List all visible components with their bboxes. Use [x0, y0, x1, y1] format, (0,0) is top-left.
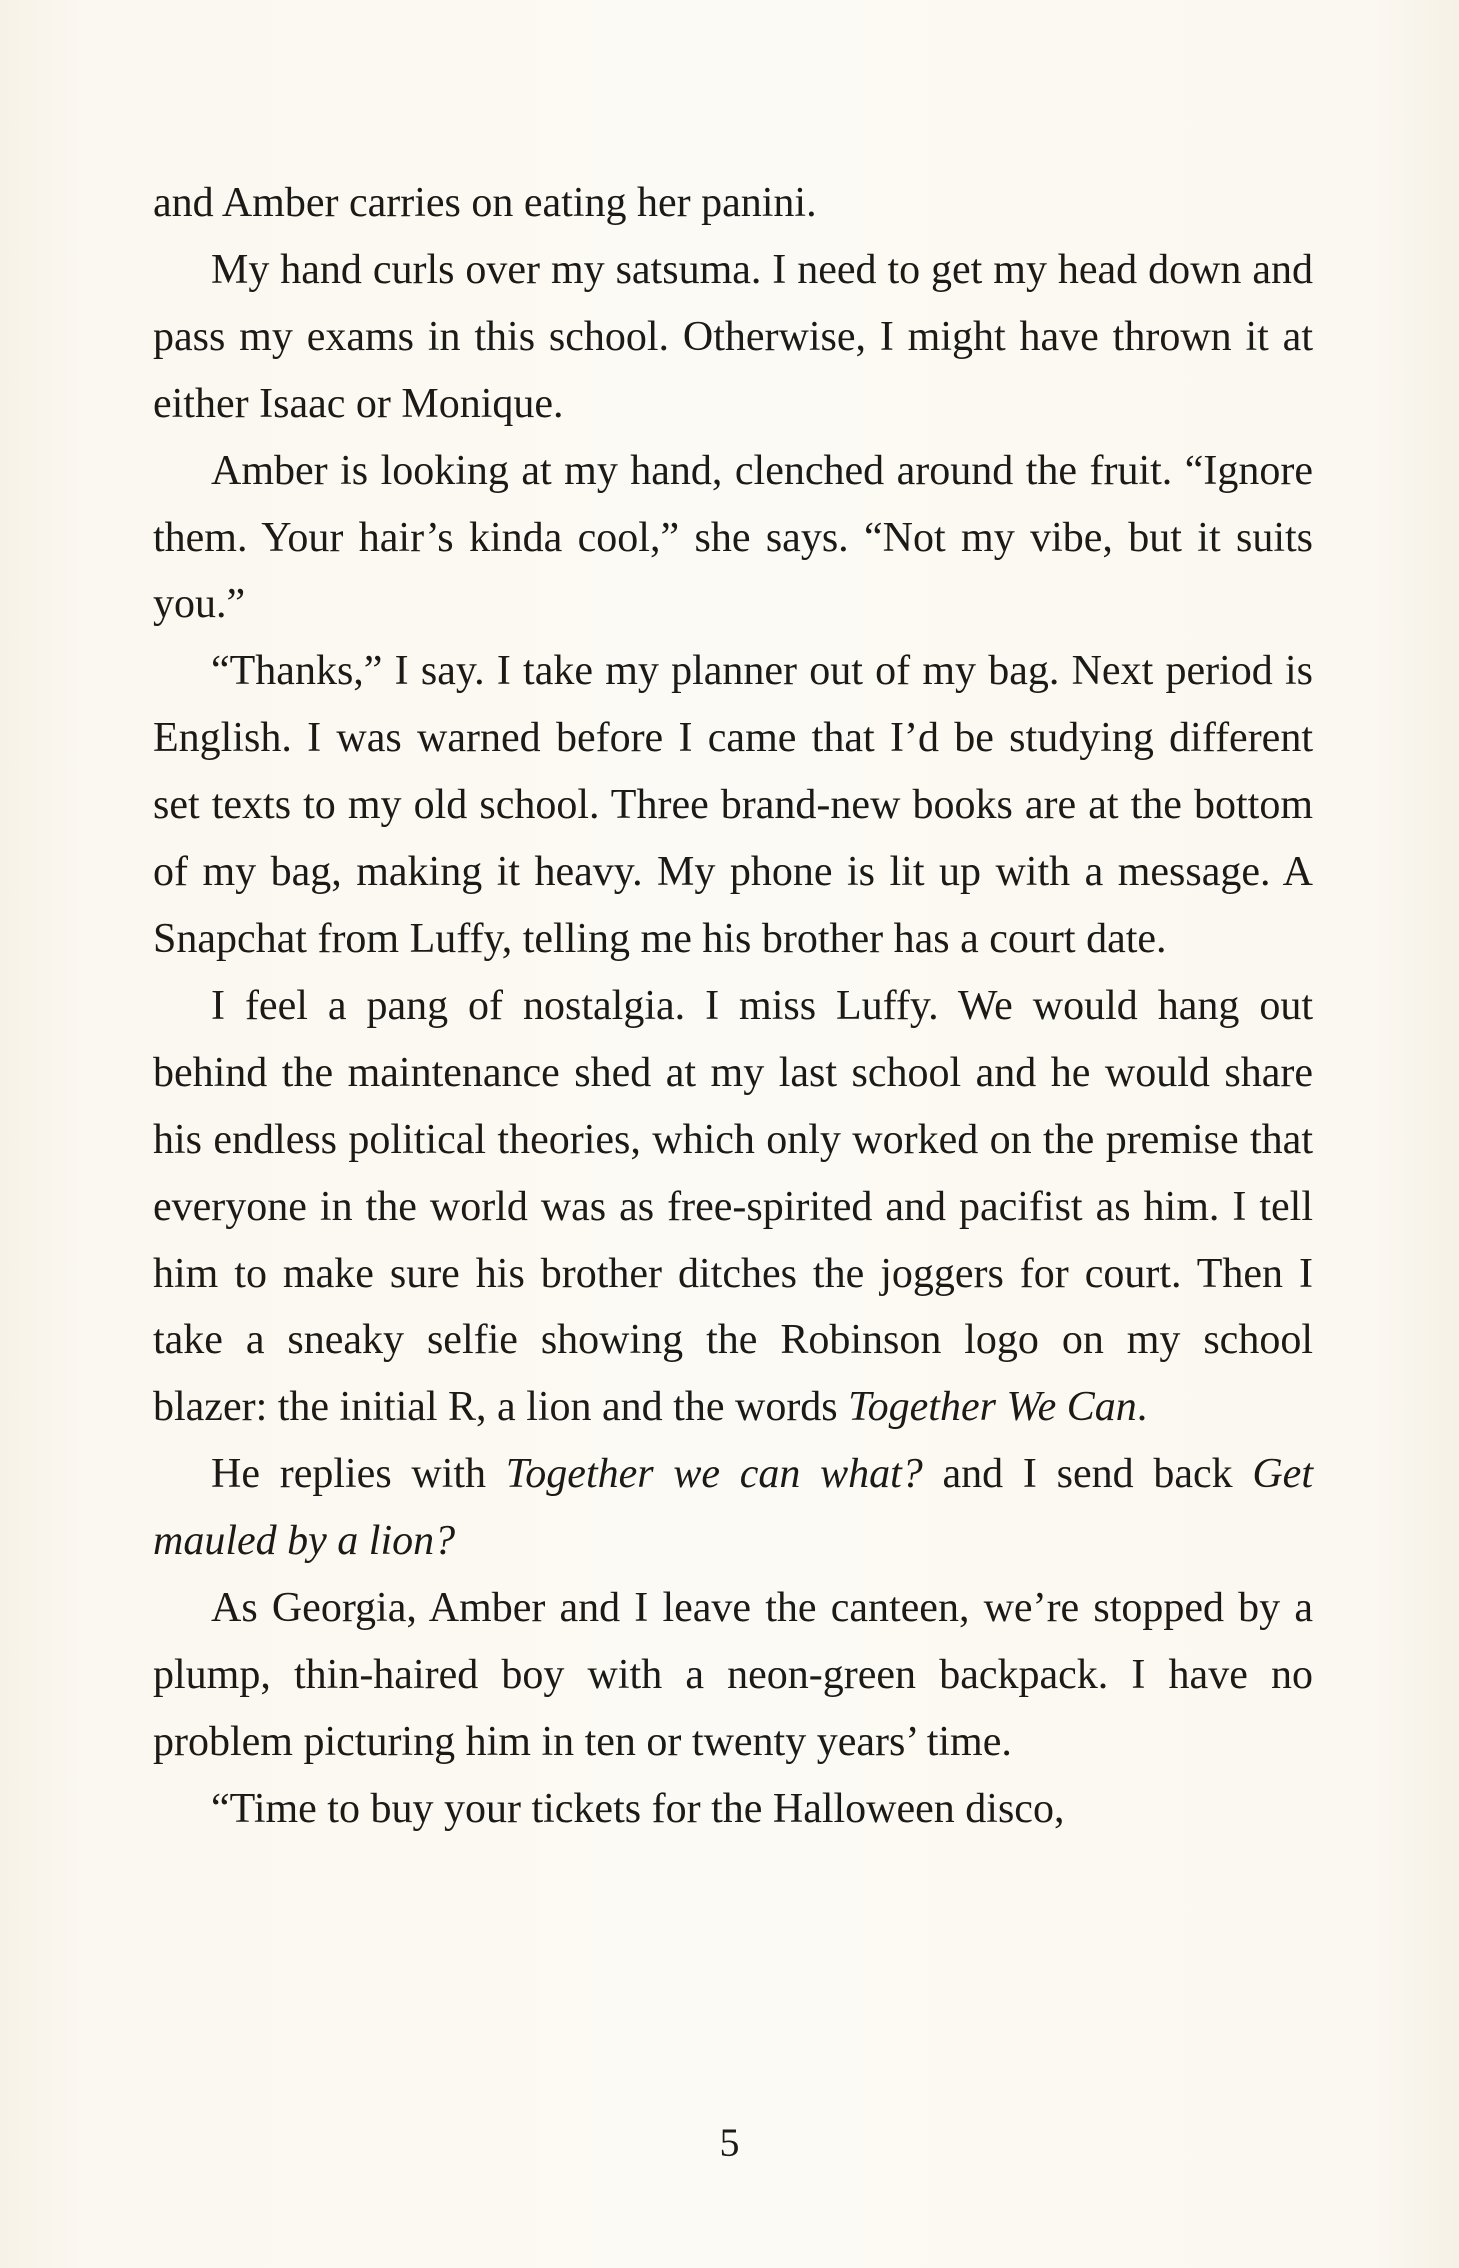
paragraph-4: “Thanks,” I say. I take my planner out of my bag. Next period is English. I was warned before I came that I’d be studying different set texts to my old school. Three brand-new books are at the bottom of my bag, making it heavy. My phone is lit up with a message. A Snapchat from Luffy, telling me his brother has a court date. [153, 648, 1313, 962]
paragraph-5-tail: . [1136, 1384, 1148, 1431]
page-number: 5 [719, 2120, 740, 2165]
paragraph-5-italic: Together We Can [848, 1384, 1137, 1431]
paragraph-8: “Time to buy your tickets for the Halloween disco, [211, 1785, 1065, 1832]
paragraph-5 [153, 973, 1313, 1441]
paragraph-2: My hand curls over my satsuma. I need to get my head down and pass my exams in this school. Otherwise, I might have thrown it at either Isaac or Monique. [153, 246, 1313, 427]
paragraph-7: As Georgia, Amber and I leave the canteen, we’re stopped by a plump, thin-haired boy with a neon-green backpack. I have no problem picturing him in ten or twenty years’ time. [153, 1585, 1313, 1765]
paragraph-6-mid: and I send back [922, 1451, 1253, 1498]
paragraph-1: and Amber carries on eating her panini. [153, 180, 817, 226]
paragraph-3: Amber is looking at my hand, clenched around the fruit. “Ignore them. Your hair’s kinda cool,” she says. “Not my vibe, but it suits you.” [153, 447, 1313, 628]
paragraph-6-italic-1: Together we can what? [505, 1451, 923, 1498]
paragraph-5-text: I feel a pang of nostalgia. I miss Luffy. We would hang out behind the maintenance shed at my last school and he would share his endless political theories, which only worked on the premise that everyone in the world was as free-spirited and pacifist as him. I tell him to make sure his brother ditches the joggers for court. Then I take a sneaky selfie showing the Robinson logo on my school blazer: the initial R, a lion and the words [153, 982, 1313, 1431]
paragraph-6-italic-2: Get mauled by a lion? [153, 1451, 1313, 1565]
paragraph-6 [153, 1441, 1313, 1575]
body-text [153, 170, 1313, 1843]
paragraph-6-pre: He replies with [211, 1451, 506, 1498]
